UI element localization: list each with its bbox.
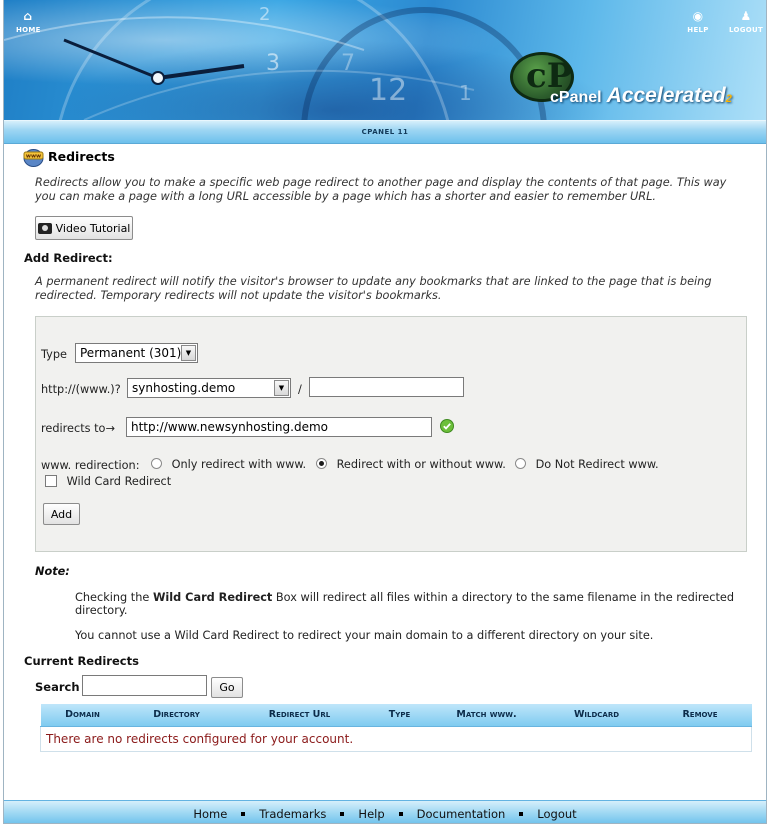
footer-separator: [241, 812, 245, 816]
svg-text:12: 12: [369, 73, 408, 108]
footer-bar: [4, 800, 766, 824]
www-radio-do-not[interactable]: [515, 458, 526, 469]
type-label: Type: [41, 348, 67, 361]
add-redirect-description: A permanent redirect will notify the visitor's browser to update any bookmarks that are linked to the page that is being redirected. Temporary redirects will not update the visitor's bookmarks.: [35, 275, 712, 302]
redirects-to-input[interactable]: [126, 417, 432, 437]
search-input[interactable]: [82, 675, 207, 696]
path-input[interactable]: [309, 377, 464, 397]
logout-label: LOGOUT: [729, 26, 764, 34]
footer-link-help[interactable]: Help: [358, 807, 385, 821]
column-directory[interactable]: Directory: [125, 704, 229, 726]
video-tutorial-label: Video Tutorial: [55, 221, 131, 235]
footer-separator: [399, 812, 403, 816]
footer-link-trademarks[interactable]: Trademarks: [259, 807, 327, 821]
wildcard-checkbox[interactable]: [45, 475, 57, 487]
svg-text:3: 3: [266, 51, 280, 76]
empty-redirects-message: There are no redirects configured for your account.: [41, 726, 752, 751]
home-link[interactable]: [16, 10, 40, 34]
note-heading: Note:: [35, 565, 70, 578]
footer-link-documentation[interactable]: Documentation: [416, 807, 506, 821]
type-select[interactable]: Permanent (301) ▼: [75, 343, 198, 363]
current-redirects-heading: Current Redirects: [24, 654, 139, 668]
page-frame: [3, 0, 767, 824]
www-option-only-with[interactable]: Only redirect with www.: [151, 458, 306, 471]
footer-separator: [519, 812, 523, 816]
redirect-www-icon: [23, 147, 44, 168]
footer-link-home[interactable]: Home: [193, 807, 228, 821]
add-redirect-heading: Add Redirect:: [24, 251, 113, 265]
header-banner: [4, 0, 766, 120]
help-icon: ◉: [692, 9, 704, 23]
video-tutorial-button[interactable]: [35, 216, 133, 240]
note-main-domain-text: You cannot use a Wild Card Redirect to redirect your main domain to a different directory on your site.: [75, 629, 654, 642]
www-radio-only-with[interactable]: [151, 458, 162, 469]
www-option-with-or-without[interactable]: Redirect with or without www.: [316, 458, 506, 471]
add-redirect-form: [35, 316, 747, 552]
version-bar: CPANEL 11: [4, 120, 766, 144]
column-redirect-url[interactable]: Redirect Url: [229, 704, 371, 726]
note-wildcard-text: Checking the Wild Card Redirect Box will redirect all files within a directory to the same filename in the redirected directory.: [75, 591, 735, 617]
svg-text:1: 1: [459, 81, 472, 105]
redirects-to-label: redirects to→: [41, 422, 115, 435]
cpanel-logo: [510, 52, 760, 114]
column-type[interactable]: Type: [371, 704, 429, 726]
add-button[interactable]: Add: [43, 503, 80, 525]
svg-text:www: www: [25, 153, 42, 160]
column-match-www[interactable]: Match www.: [429, 704, 545, 726]
help-link[interactable]: [685, 10, 711, 34]
chevron-down-icon: ▼: [274, 380, 289, 396]
table-row: [41, 726, 752, 751]
check-circle-icon: [440, 419, 454, 433]
home-icon: ⌂: [23, 9, 33, 23]
column-domain[interactable]: Domain: [41, 704, 125, 726]
footer-link-logout[interactable]: Logout: [537, 807, 577, 821]
help-label: HELP: [687, 26, 709, 34]
www-redirection-label: www. redirection:: [41, 459, 140, 472]
cpanel-logo-text: cPanel Accelerated2: [550, 84, 732, 107]
page-title: Redirects: [48, 149, 115, 164]
domain-select[interactable]: synhosting.demo ▼: [127, 378, 291, 398]
svg-text:7: 7: [341, 51, 355, 76]
path-separator: /: [298, 383, 302, 396]
wildcard-option[interactable]: Wild Card Redirect: [45, 475, 171, 488]
column-wildcard[interactable]: Wildcard: [545, 704, 649, 726]
footer-separator: [340, 812, 344, 816]
www-option-do-not[interactable]: Do Not Redirect www.: [515, 458, 659, 471]
www-radio-with-or-without[interactable]: [316, 458, 327, 469]
chevron-down-icon: ▼: [181, 345, 196, 361]
page-description: Redirects allow you to make a specific web page redirect to another page and display the contents of that page. This way you can make a page with a long URL accessible by a page which has a shorter and easier to remember URL.: [35, 176, 727, 203]
go-button[interactable]: Go: [211, 677, 243, 698]
cpanel-logo-mark: cP: [526, 56, 573, 96]
search-label: Search: [35, 680, 80, 694]
svg-text:2: 2: [259, 4, 271, 25]
domain-prefix-label: http://(www.)?: [41, 383, 121, 396]
logout-icon: ♟: [740, 9, 752, 23]
logout-link[interactable]: [729, 10, 763, 34]
home-label: HOME: [16, 26, 41, 34]
redirects-table: [40, 704, 752, 752]
redirects-table-header: [41, 704, 752, 726]
column-remove: Remove: [649, 704, 752, 726]
camera-icon: [38, 223, 52, 234]
